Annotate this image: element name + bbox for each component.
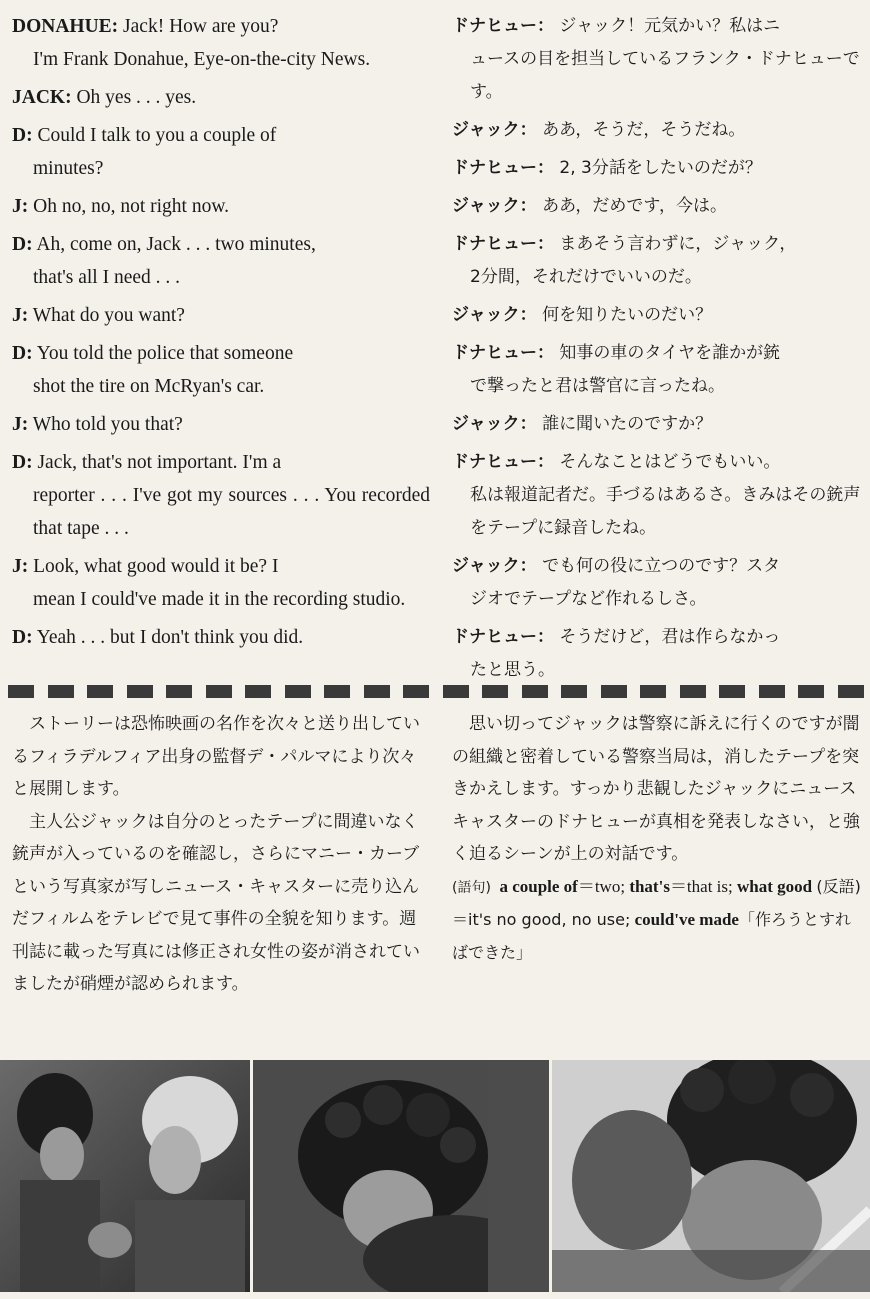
glossary-label: (語句) (452, 879, 491, 896)
dialogue-line: You told the police that someone (36, 343, 294, 364)
speaker-label: JACK: (12, 87, 72, 108)
film-still-couple (0, 1060, 253, 1292)
dialogue-turn (452, 550, 864, 616)
speaker-label: ドナヒュー： (452, 234, 554, 254)
dialogue-turn (452, 337, 864, 403)
divider-dash (8, 685, 34, 698)
dialogue-turn (452, 10, 864, 109)
dialogue-line-continued: minutes? (33, 158, 104, 179)
dialogue-line-continued: that's all I need . . . (33, 267, 181, 288)
dialogue-line-continued: shot the tire on McRyan's car. (33, 376, 265, 397)
divider-dash (127, 685, 153, 698)
glossary-definition: (反語)＝it's no good, no use; (452, 876, 861, 929)
dialogue-japanese (452, 10, 864, 692)
dialogue-line: 2, 3分話をしたいのだが？ (559, 158, 762, 178)
speaker-label: D: (12, 125, 33, 146)
divider-dash (719, 685, 745, 698)
story-description-left (12, 708, 432, 1001)
dialogue-line: 知事の車のタイヤを誰かが銃 (559, 343, 781, 363)
glossary (452, 871, 864, 970)
film-still-curly-hair (253, 1060, 552, 1292)
divider-dash (640, 685, 666, 698)
dialogue-line: Oh yes . . . yes. (76, 87, 197, 108)
dialogue-turn (12, 337, 430, 403)
dialogue-line: What do you want? (32, 305, 185, 326)
dialogue-turn (12, 299, 430, 332)
speaker-label: J: (12, 414, 29, 435)
dialogue-line: Jack! How are you? (123, 16, 279, 37)
dialogue-turn (12, 228, 430, 294)
speaker-label: ジャック： (452, 196, 537, 216)
dialogue-line: ああ，そうだ，そうだね。 (542, 120, 746, 140)
dialogue-line: そんなことはどうでもいい。 (559, 452, 781, 472)
story-description-right (452, 708, 864, 969)
dialogue-line: Yeah . . . but I don't think you did. (36, 627, 304, 648)
dialogue-turn (12, 621, 430, 654)
divider-dash (561, 685, 587, 698)
speaker-label: D: (12, 343, 33, 364)
speaker-label: ドナヒュー： (452, 627, 554, 647)
dialogue-line: まあそう言わずに，ジャック， (559, 234, 797, 254)
dialogue-turn (452, 299, 864, 332)
divider-dash (838, 685, 864, 698)
dialogue-turn (452, 152, 864, 185)
speaker-label: ジャック： (452, 414, 537, 434)
dialogue-line: ああ，だめです，今は。 (542, 196, 728, 216)
dialogue-turn (12, 550, 430, 616)
dialogue-turn (12, 81, 430, 114)
dialogue-line: そうだけど，君は作らなかっ (559, 627, 781, 647)
divider-dash (166, 685, 192, 698)
divider-dash (482, 685, 508, 698)
speaker-label: D: (12, 627, 33, 648)
dialogue-line-continued: で撃ったと君は警官に言ったね。 (470, 376, 725, 396)
description-paragraph: 主人公ジャックは自分のとったテープに間違いなく銃声が入っているのを確認し，さらにマニー・カーブという写真家が写しニュース・キャスターに売り込んだフィルムをテレビで見て事件の全貌を知ります。週刊誌に載った写真には修正され女性の姿が消されていましたが硝煙が認められます。 (12, 811, 420, 994)
glossary-definition: ＝two; (577, 876, 626, 896)
dialogue-turn (12, 446, 430, 545)
dialogue-turn (12, 190, 430, 223)
divider-dash (759, 685, 785, 698)
film-stills (0, 1060, 870, 1292)
speaker-label: J: (12, 305, 29, 326)
glossary-term: a couple of (499, 876, 578, 896)
divider-dash (798, 685, 824, 698)
dialogue-english (12, 10, 430, 659)
divider-dash (403, 685, 429, 698)
dialogue-turn (452, 446, 864, 545)
glossary-definition: ＝that is; (669, 876, 733, 896)
dialogue-turn (452, 621, 864, 687)
speaker-label: ドナヒュー： (452, 452, 554, 472)
description-paragraph: 思い切ってジャックは警察に訴えに行くのですが闇の組織と密着している警察当局は，消したテープを突きかえします。すっかり悲観したジャックにニュースキャスターのドナヒューが真相を発表しなさい，と強く迫るシーンが上の対話です。 (452, 714, 860, 864)
dialogue-turn (452, 228, 864, 294)
dialogue-line: Look, what good would it be? I (33, 556, 279, 577)
speaker-label: D: (12, 452, 33, 473)
speaker-label: ドナヒュー： (452, 343, 554, 363)
speaker-label: D: (12, 234, 33, 255)
speaker-label: ジャック： (452, 556, 537, 576)
dashed-divider (8, 682, 864, 700)
divider-dash (245, 685, 271, 698)
dialogue-turn (12, 119, 430, 185)
speaker-label: J: (12, 556, 29, 577)
dialogue-turn (12, 408, 430, 441)
dialogue-line: ジャック！元気かい？私はニ (559, 16, 781, 36)
speaker-label: ドナヒュー： (452, 16, 554, 36)
dialogue-line-continued: たと思う。 (470, 660, 555, 680)
glossary-term: could've made (634, 910, 739, 929)
dialogue-line: Could I talk to you a couple of (37, 125, 277, 146)
divider-dash (601, 685, 627, 698)
divider-dash (364, 685, 390, 698)
divider-dash (443, 685, 469, 698)
dialogue-line: 誰に聞いたのですか？ (542, 414, 713, 434)
dialogue-line: Jack, that's not important. I'm a (37, 452, 282, 473)
dialogue-line: 何を知りたいのだい？ (542, 305, 713, 325)
dialogue-line-continued: reporter . . . I've got my sources . . . You recorded that tape . . . (33, 485, 430, 539)
divider-dash (522, 685, 548, 698)
dialogue-line: Who told you that? (32, 414, 183, 435)
speaker-label: J: (12, 196, 29, 217)
dialogue-turn (12, 10, 430, 76)
dialogue-line-continued: 私は報道記者だ。手づるはあるさ。きみはその銃声をテープに録音したね。 (470, 485, 861, 538)
glossary-definition: 「作ろうとすればできた」 (452, 910, 851, 962)
film-still-closeup (552, 1060, 870, 1292)
divider-dash (206, 685, 232, 698)
dialogue-line-continued: 2分間，それだけでいいのだ。 (470, 267, 702, 287)
glossary-term: that's (629, 876, 670, 896)
dialogue-turn (452, 408, 864, 441)
dialogue-line-continued: ジオでテープなど作れるしさ。 (470, 589, 707, 609)
divider-dash (48, 685, 74, 698)
dialogue-line-continued: mean I could've made it in the recording studio. (33, 589, 406, 610)
divider-dash (324, 685, 350, 698)
dialogue-line-continued: I'm Frank Donahue, Eye-on-the-city News. (33, 49, 371, 70)
speaker-label: ジャック： (452, 305, 537, 325)
dialogue-line: Oh no, no, not right now. (33, 196, 230, 217)
divider-dash (680, 685, 706, 698)
speaker-label: ドナヒュー： (452, 158, 554, 178)
divider-dash (87, 685, 113, 698)
speaker-label: ジャック： (452, 120, 537, 140)
description-paragraph: ストーリーは恐怖映画の名作を次々と送り出しているフィラデルフィア出身の監督デ・パルマにより次々と展開します。 (12, 714, 420, 799)
dialogue-turn (452, 190, 864, 223)
dialogue-line-continued: ュースの目を担当しているフランク・ドナヒューです。 (470, 49, 860, 102)
glossary-term: what good (737, 876, 813, 896)
dialogue-line: Ah, come on, Jack . . . two minutes, (36, 234, 316, 255)
dialogue-line: でも何の役に立つのです？スタ (542, 556, 781, 576)
divider-dash (285, 685, 311, 698)
dialogue-turn (452, 114, 864, 147)
speaker-label: DONAHUE: (12, 16, 119, 37)
